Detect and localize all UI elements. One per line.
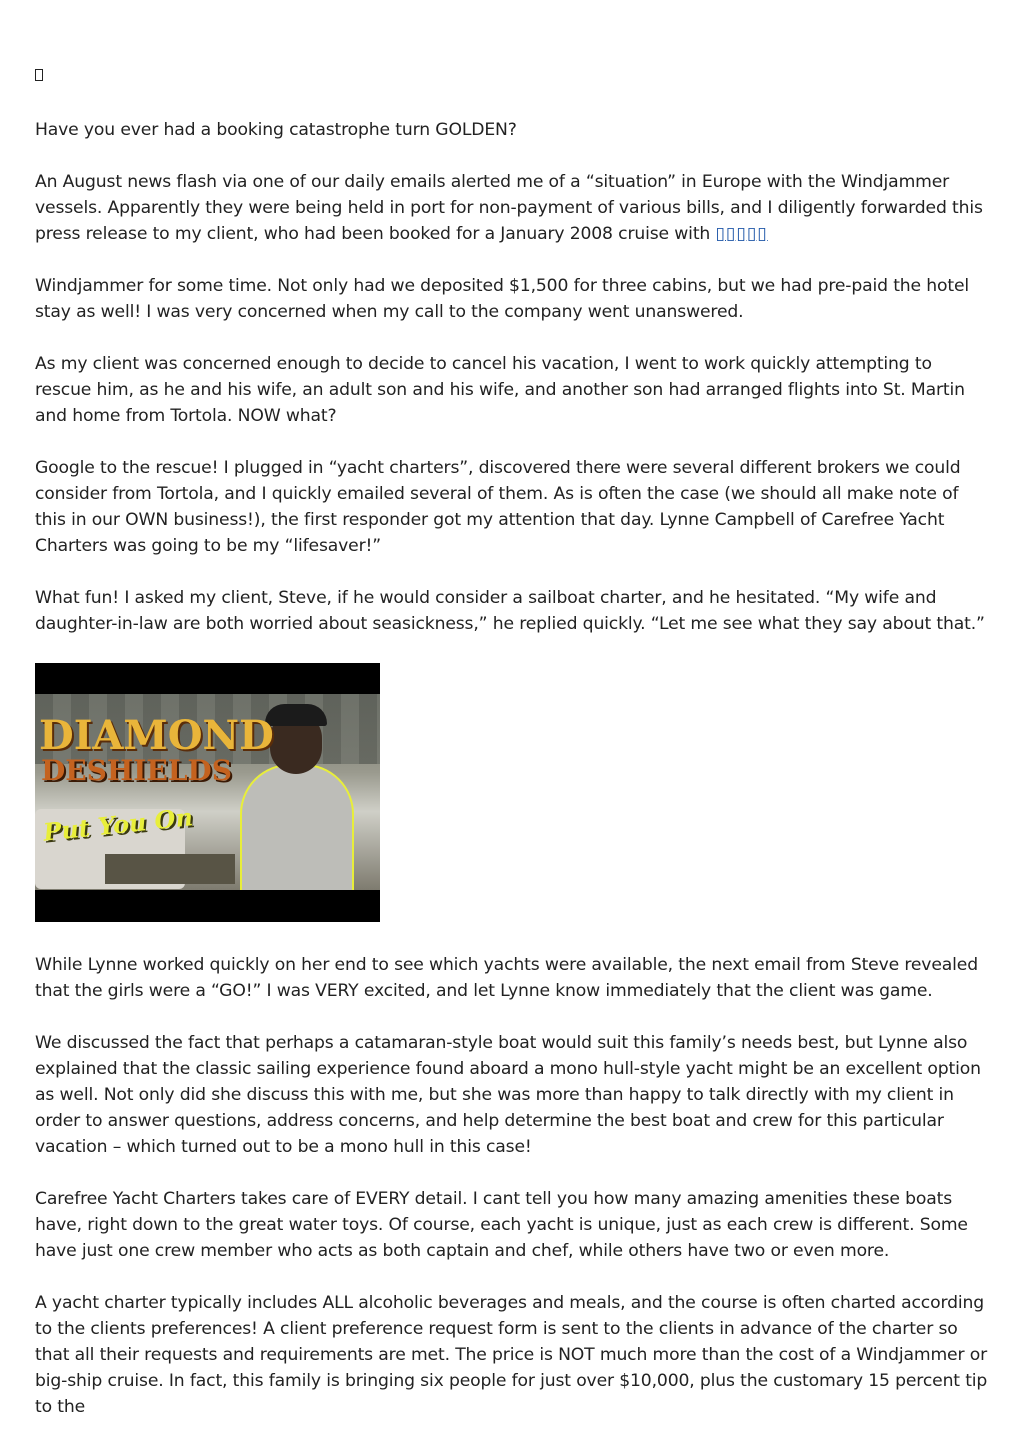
paragraph-4: As my client was concerned enough to decide to cancel his vacation, I went to work quickly attempting to rescue him, as he and his wife, an adult son and his wife, and another son had arranged flights into St. Martin and home from Tortola. NOW what? <box>35 354 965 426</box>
missing-glyph-icon <box>35 62 990 88</box>
paragraph-6: What fun! I asked my client, Steve, if he would consider a sailboat charter, and he hesitated. “My wife and daughter-in-law are both worried about seasickness,” he replied quickly. “Let me see what they say about that.” <box>35 588 985 634</box>
person-cap <box>265 704 327 726</box>
thumbnail-title-line2: DESHIELDS <box>41 754 232 787</box>
paragraph-7: While Lynne worked quickly on her end to see which yachts were available, the next email from Steve revealed that the girls were a “GO!” I was VERY excited, and let Lynne know immediately that the client was game. <box>35 955 978 1001</box>
paragraph-1: Have you ever had a booking catastrophe turn GOLDEN? <box>35 120 517 140</box>
scene-table <box>105 854 235 884</box>
video-scene <box>35 694 380 890</box>
paragraph-2-text: An August news flash via one of our daily emails alerted me of a “situation” in Europe with the Windjammer vessels. Apparently they were being held in port for non-payment of various bills, and I diligently forwarded this press release to my client, who had been booked for a January 2008 cruise with <box>35 172 983 244</box>
video-thumbnail[interactable] <box>35 663 380 922</box>
paragraph-10: A yacht charter typically includes ALL alcoholic beverages and meals, and the course is often charted according to the clients preferences! A client preference request form is sent to the clients in advance of the charter so that all their requests and requirements are met. The price is NOT much more than the cost of a Windjammer or big-ship cruise. In fact, this family is bringing six people for just over $10,000, plus the customary 15 percent tip to the <box>35 1293 988 1417</box>
thumbnail-title-line1: DIAMOND <box>39 712 274 759</box>
thumbnail-tagline: Put You On <box>41 802 195 847</box>
paragraph-2 <box>35 169 990 247</box>
paragraph-9: Carefree Yacht Charters takes care of EVERY detail. I cant tell you how many amazing amenities these boats have, right down to the great water toys. Of course, each yacht is unique, just as each crew is different. Some have just one crew member who acts as both captain and chef, while others have two or even more. <box>35 1189 968 1261</box>
person-figure <box>240 764 354 890</box>
paragraph-3: Windjammer for some time. Not only had we deposited $1,500 for three cabins, but we had pre-paid the hotel stay as well! I was very concerned when my call to the company went unanswered. <box>35 276 970 322</box>
paragraph-5: Google to the rescue! I plugged in “yacht charters”, discovered there were several different brokers we could consider from Tortola, and I quickly emailed several of them. As is often the case (we should all make note of this in our OWN business!), the first responder got my attention that day. Lynne Campbell of Carefree Yacht Charters was going to be my “lifesaver!” <box>35 458 961 556</box>
paragraph-8: We discussed the fact that perhaps a catamaran-style boat would suit this family’s needs best, but Lynne also explained that the classic sailing experience found aboard a mono hull-style yacht might be an excellent option as well. Not only did she discuss this with me, but she was more than happy to talk directly with my client in order to answer questions, address concerns, and help determine the best boat and crew for this particular vacation – which turned out to be a mono hull in this case! <box>35 1033 981 1157</box>
inline-link[interactable]: ▯▯▯▯▯ <box>715 224 768 244</box>
article-body <box>35 62 990 1446</box>
